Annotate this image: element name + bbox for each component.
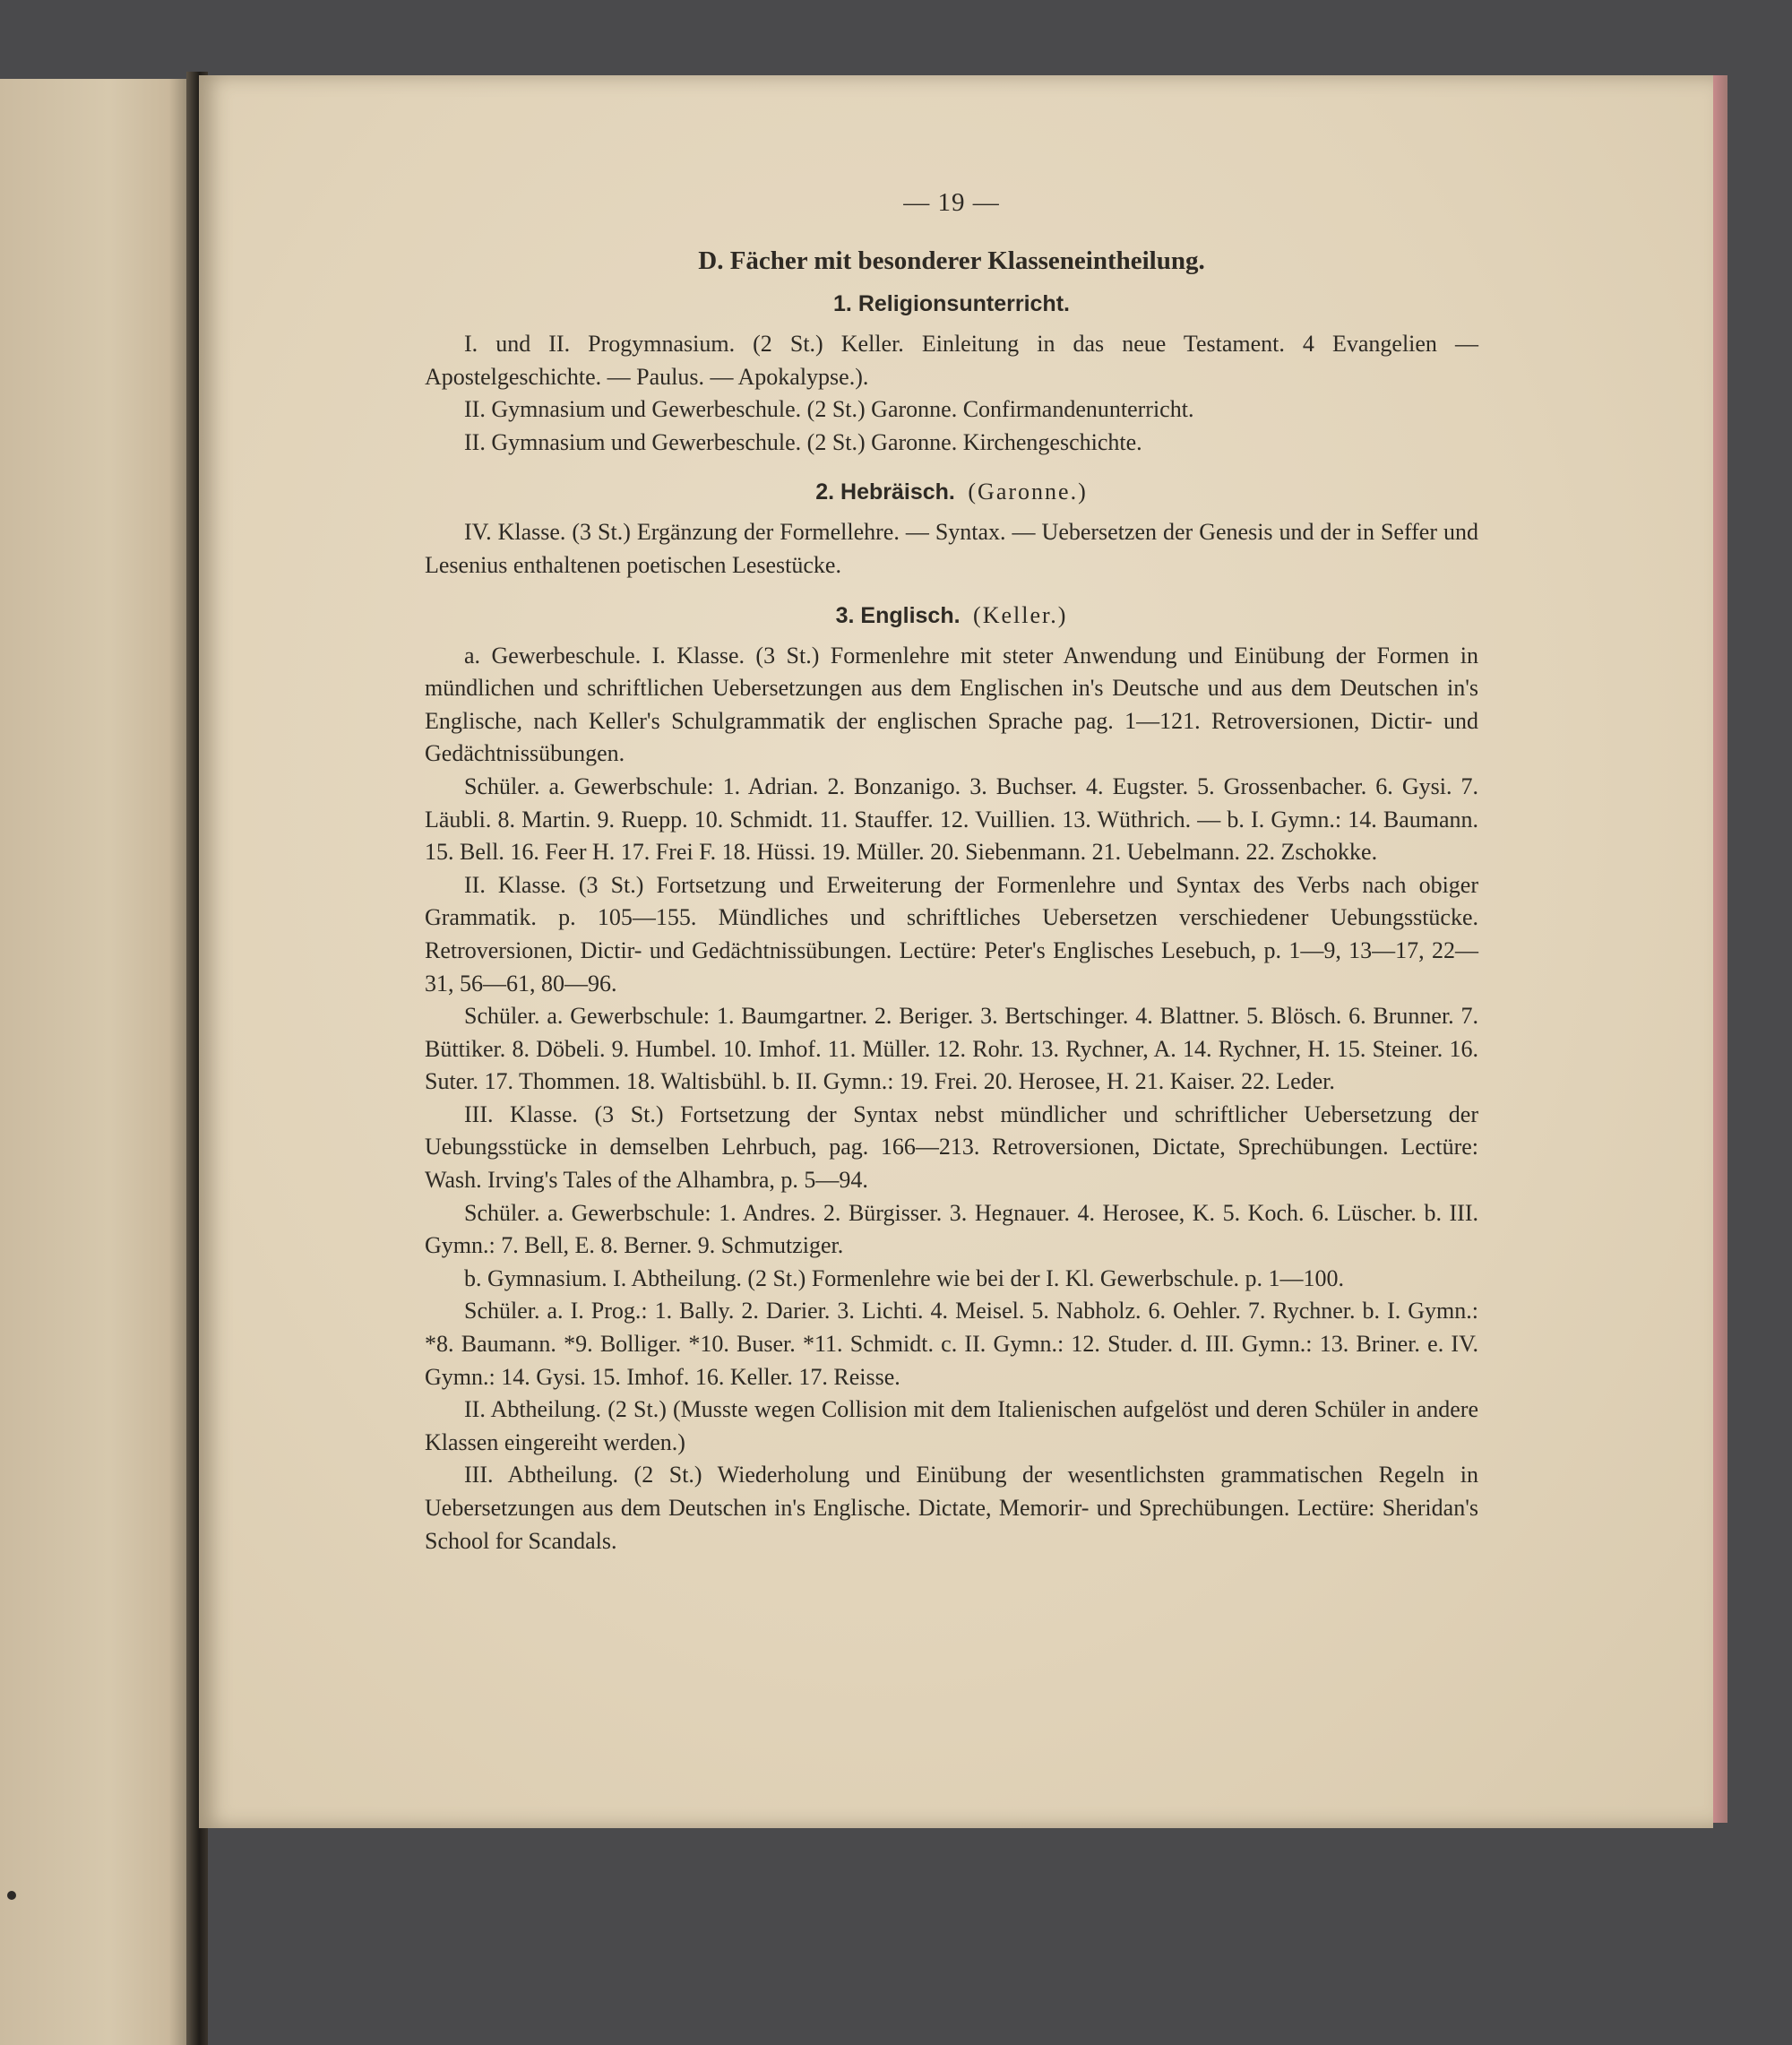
paragraph: II. Klasse. (3 St.) Fortsetzung und Erweiterung der Formenlehre und Syntax des Verbs nach obiger Grammatik. p. 105—155. Mündliches und schriftliches Uebersetzen verschiedener Uebungsstücke. Retroversionen, Dictir- und Gedächtnissübungen. Lectüre: Peter's Englisches Lesebuch, p. 1—9, 13—17, 22—31, 56—61, 80—96. (425, 871, 1478, 997)
paragraph: Schüler. a. I. Prog.: 1. Bally. 2. Darier. 3. Lichti. 4. Meisel. 5. Nabholz. 6. Oehler. 7. Rychner. b. I. Gymn.: *8. Baumann. *9. Bolliger. *10. Buser. *11. Schmidt. c. II. Gymn.: 12. Studer. d. III. Gymn.: 13. Briner. e. IV. Gymn.: 14. Gysi. 15. Imhof. 16. Keller. 17. Reisse. (425, 1298, 1478, 1390)
paragraph: II. Gymnasium und Gewerbeschule. (2 St.) Garonne. Kirchengeschichte. (464, 428, 1142, 455)
paragraph: III. Klasse. (3 St.) Fortsetzung der Syntax nebst mündlicher und schriftlicher Uebersetzung der Uebungsstücke in demselben Lehrbuch, pag. 166—213. Retroversionen, Dictate, Sprechübungen. Lectüre: Wash. Irving's Tales of the Alhambra, p. 5—94. (425, 1100, 1478, 1194)
paragraph: IV. Klasse. (3 St.) Ergänzung der Formellehre. — Syntax. — Uebersetzen der Genesis und der in Seffer und Lesenius enthaltenen poetischen Lesestücke. (425, 519, 1478, 578)
subsection-english-heading (425, 602, 1478, 629)
left-page-edge (0, 79, 199, 2045)
subsection-hebrew-heading (425, 479, 1478, 505)
paragraph: Schüler. a. Gewerbschule: 1. Baumgartner. 2. Beriger. 3. Bertschinger. 4. Blattner. 5. Blösch. 6. Brunner. 7. Büttiker. 8. Döbeli. 9. Humbel. 10. Imhof. 11. Müller. 12. Rohr. 13. Rychner, A. 14. Rychner, H. 15. Steiner. 16. Suter. 17. Thommen. 18. Waltisbühl. b. II. Gymn.: 19. Frei. 20. Herosee, H. 21. Kaiser. 22. Leder. (425, 1003, 1478, 1095)
subsection-religion-heading (425, 290, 1478, 317)
subsection-teacher: (Keller.) (973, 601, 1068, 628)
paragraph: b. Gymnasium. I. Abtheilung. (2 St.) Formenlehre wie bei der I. Kl. Gewerbschule. p. 1—100. (464, 1264, 1345, 1291)
page-text (425, 188, 1478, 1557)
subsection-teacher: (Garonne.) (968, 479, 1088, 505)
scan-dot (7, 1891, 16, 1900)
page-number: — 19 — (903, 188, 1000, 217)
paragraph: a. Gewerbeschule. I. Klasse. (3 St.) Formenlehre mit steter Anwendung und Einübung der Formen in mündlichen und schriftlichen Uebersetzungen aus dem Englischen in's Deutsche und aus dem Deutschen in's Englische, nach Keller's Schulgrammatik der englischen Sprache pag. 1—121. Retroversionen, Dictir- und Gedächtnissübungen. (425, 642, 1478, 767)
subsection-title: 3. Englisch. (835, 602, 961, 628)
paragraph: III. Abtheilung. (2 St.) Wiederholung und Einübung der wesentlichsten grammatischen Regeln in Uebersetzungen aus dem Deutschen in's Englische. Dictate, Memorir- und Sprechübungen. Lectüre: Sheridan's School for Scandals. (425, 1462, 1478, 1554)
paragraph: II. Gymnasium und Gewerbeschule. (2 St.) Garonne. Confirmandenunterricht. (464, 396, 1194, 423)
paragraph: Schüler. a. Gewerbschule: 1. Adrian. 2. Bonzanigo. 3. Buchser. 4. Eugster. 5. Grossenbacher. 6. Gysi. 7. Läubli. 8. Martin. 9. Ruepp. 10. Schmidt. 11. Stauffer. 12. Vuillien. 13. Wüthrich. — b. I. Gymn.: 14. Baumann. 15. Bell. 16. Feer H. 17. Frei F. 18. Hüssi. 19. Müller. 20. Siebenmann. 21. Uebelmann. 22. Zschokke. (425, 772, 1478, 866)
subsection-title: 2. Hebräisch. (815, 479, 955, 505)
paragraph: I. und II. Progymnasium. (2 St.) Keller. Einleitung in das neue Testament. 4 Evangelien — Apostelgeschichte. — Paulus. — Apokalypse.). (425, 331, 1478, 390)
paragraph: Schüler. a. Gewerbschule: 1. Andres. 2. Bürgisser. 3. Hegnauer. 4. Herosee, K. 5. Koch. 6. Lüscher. b. III. Gymn.: 7. Bell, E. 8. Berner. 9. Schmutziger. (425, 1199, 1478, 1259)
paragraph: II. Abtheilung. (2 St.) (Musste wegen Collision mit dem Italienischen aufgelöst und deren Schüler in andere Klassen eingereiht werden.) (425, 1396, 1478, 1455)
section-heading: D. Fächer mit besonderer Klasseneintheilung. (698, 246, 1205, 275)
subsection-title: 1. Religionsunterricht. (833, 291, 1070, 316)
